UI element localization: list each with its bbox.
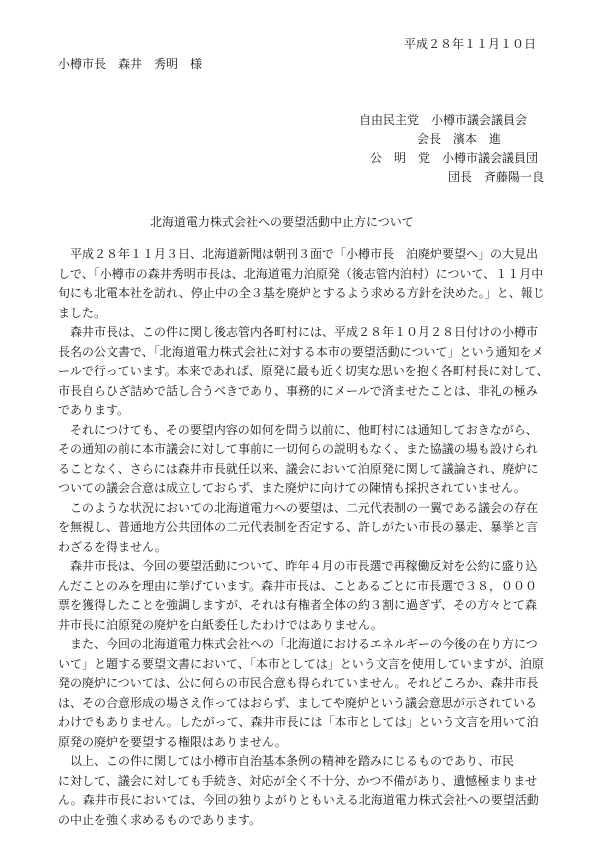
body-line: 以上、この件に関しては小樽市自治基本条例の精神を踏みにじるものであり、市民 xyxy=(58,754,515,768)
body-line: の中止を強く求めるものであります。 xyxy=(58,812,262,827)
body-line: ることなく、さらには森井市長就任以来、議会において泊原発に関して議論され、廃炉に xyxy=(58,461,539,476)
body-line: 発の廃炉については、公に何らの市民合意も得られていません。それどころか、森井市長 xyxy=(58,676,539,690)
body-line: ました。 xyxy=(58,305,107,320)
body-line: 長名の公文書で、「北海道電力株式会社に対する本市の要望活動について」という通知をメ xyxy=(58,344,544,359)
body-line: 原発の廃炉を要望する権限はありません。 xyxy=(58,734,287,749)
letter-date: 平成２８年１１月１０日 xyxy=(404,37,537,51)
body-line: は、その合意形成の場さえ作ってはおらず、ましてや廃炉という議会意思が示されている xyxy=(58,695,538,710)
signatory-line: 会長 濱本 進 xyxy=(417,132,502,146)
signatory-line: 団長 斉藤陽一良 xyxy=(448,170,545,184)
body-line: ールで行っています。本来であれば、原発に最も近く切実な思いを抱く各町村長に対して、 xyxy=(58,364,549,378)
body-line: を無視し、普通地方公共団体の二元代表制を否定する、許しがたい市長の暴走、暴挙と言 xyxy=(58,520,539,534)
body-line: それにつけても、その要望内容の如何を問う以前に、他町村には通知しておきながら、 xyxy=(58,422,538,437)
body-line: 森井市長は、今回の要望活動について、昨年４月の市長選で再稼働反対を公約に盛り込 xyxy=(58,559,538,573)
body-line: 森井市長は、この件に関し後志管内各町村には、平成２８年１０月２８日付けの小樽市 xyxy=(58,325,539,339)
body-line: ん。森井市長においては、今回の独りよがりともいえる北海道電力株式会社への要望活動 xyxy=(58,793,539,807)
body-line: しで、「小樽市の森井秀明市長は、北海道電力泊原発（後志管内泊村）について、１１月中 xyxy=(58,266,544,281)
body-line: んだことのみを理由に挙げています。森井市長は、ことあるごとに市長選で３８，０００ xyxy=(58,578,538,593)
body-line: 市長自らひざ詰めで話し合うべきであり、事務的にメールで済ませたことは、非礼の極み xyxy=(58,383,538,398)
body-line: であります。 xyxy=(58,403,130,417)
body-line: その通知の前に本市議会に対して事前に一切何らの説明もなく、また協議の場も設けられ xyxy=(58,442,538,456)
body-line: わけでもありません。したがって、森井市長には「本市としては」という文言を用いて泊 xyxy=(58,715,539,729)
signatory-line: 自由民主党 小樽市議会議員会 xyxy=(359,113,528,127)
body-line: 井市長に泊原発の廃炉を白紙委任したわけではありません。 xyxy=(58,617,383,632)
body-line: このような状況においての北海道電力への要望は、二元代表制の一翼である議会の存在 xyxy=(58,500,539,515)
body-line: わざるを得ません。 xyxy=(58,539,167,554)
body-line: ついての議会合意は成立しておらず、また廃炉に向けての陳情も採択されていません。 xyxy=(58,481,526,495)
body-line: また、今回の北海道電力株式会社への「北海道におけるエネルギーの今後の在り方につ xyxy=(58,637,538,651)
body-line: 票を獲得したことを強調しますが、それは有権者全体の約３割に過ぎず、その方々とて森 xyxy=(58,598,538,612)
letter-body xyxy=(58,245,558,830)
body-line: 平成２８年１１月３日、北海道新聞は朝刊３面で「小樽市長 泊廃炉要望へ」の大見出 xyxy=(58,247,539,261)
body-line: に対して、議会に対しても手続き、対応が全く不十分、かつ不備があり、遺憾極まりませ xyxy=(58,773,538,788)
addressee: 小樽市長 森井 秀明 様 xyxy=(58,57,203,71)
letter-title: 北海道電力株式会社への要望活動中止方について xyxy=(150,215,414,229)
body-line: いて」と題する要望文書において、「本市としては」という文言を使用していますが、泊原 xyxy=(58,656,544,671)
signatory-line: 公 明 党 小樽市議会議員団 xyxy=(370,151,539,165)
body-line: 旬にも北電本社を訪れ、停止中の全３基を廃炉とするよう求める方針を決めた。」と、報じ xyxy=(58,286,545,300)
